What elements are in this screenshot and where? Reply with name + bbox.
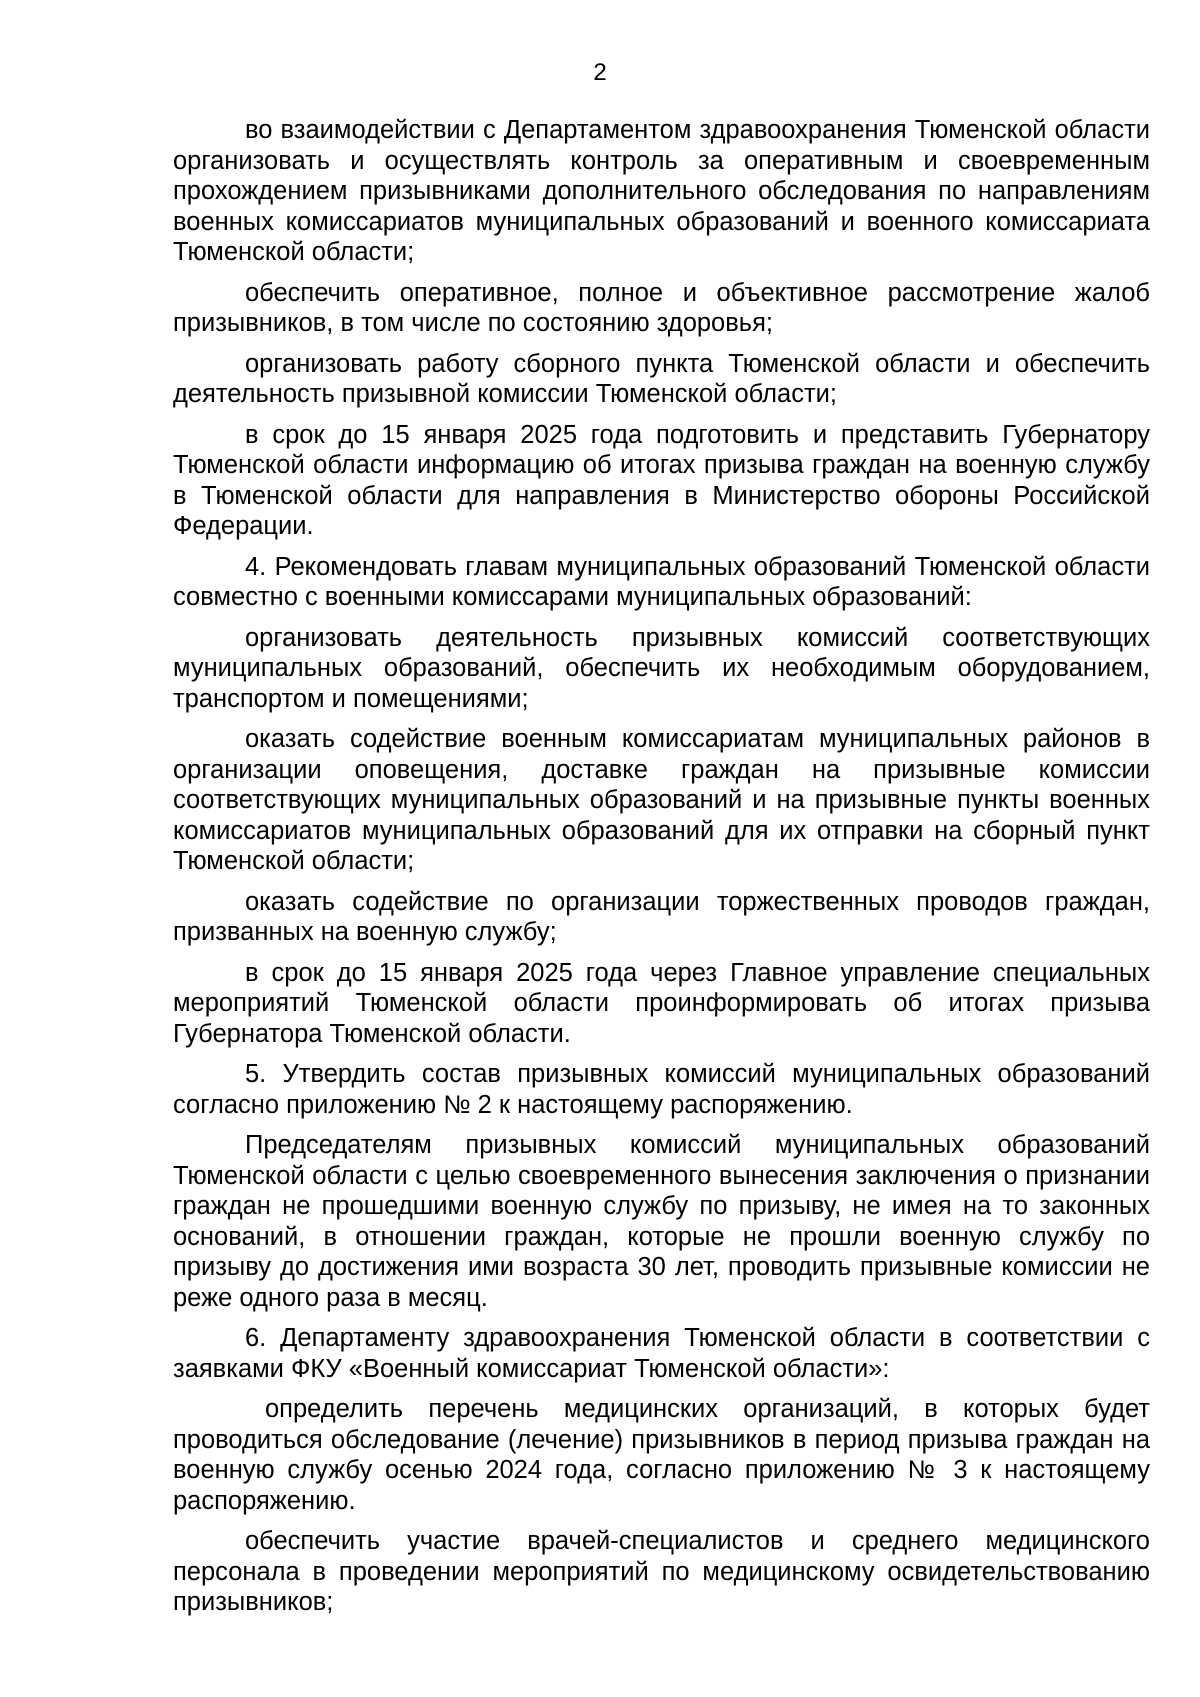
page-number: 2 [593,59,607,86]
paragraph: обеспечить участие врачей-специалистов и среднего медицинского персонала в проведении мероприятий по медицинскому освидетельствованию призывников; [173,1527,1150,1616]
paragraph: оказать содействие по организации торжественных проводов граждан, призванных на военную службу; [173,887,1150,946]
paragraph: организовать работу сборного пункта Тюменской области и обеспечить деятельность призывной комиссии Тюменской области; [173,349,1150,408]
document-body [173,115,1150,1628]
paragraph: в срок до 15 января 2025 года подготовить и представить Губернатору Тюменской области информацию об итогах призыва граждан на военную службу в Тюменской области для направления в Министерство обороны Российской Федерации. [173,420,1150,540]
paragraph: обеспечить оперативное, полное и объективное рассмотрение жалоб призывников, в том числе по состоянию здоровья; [173,278,1150,337]
paragraph: в срок до 15 января 2025 года через Главное управление специальных мероприятий Тюменской области проинформировать об итогах призыва Губернатора Тюменской области. [173,958,1150,1048]
paragraph-item-5: 5. Утвердить состав призывных комиссий муниципальных образований согласно приложению № 2 к настоящему распоряжению. [173,1060,1150,1119]
paragraph: определить перечень медицинских организаций, в которых будет проводиться обследование (лечение) призывников в период призыва граждан на военную службу осенью 2024 года, согласно приложению № 3 к настоящему распоряжению. [173,1395,1150,1515]
paragraph-item-4: 4. Рекомендовать главам муниципальных образований Тюменской области совместно с военными комиссарами муниципальных образований: [173,552,1150,611]
paragraph: оказать содействие военным комиссариатам муниципальных районов в организации оповещения, доставке граждан на призывные комиссии соответствующих муниципальных образований и на призывные пункты военных комиссариатов муниципальных образований для их отправки на сборный пункт Тюменской области; [173,725,1150,875]
paragraph: Председателям призывных комиссий муниципальных образований Тюменской области с целью своевременного вынесения заключения о признании граждан не прошедшими военную службу по призыву, не имея на то законных оснований, в отношении граждан, которые не прошли военную службу по призыву до достижения ими возраста 30 лет, проводить призывные комиссии не реже одного раза в месяц. [173,1131,1150,1312]
paragraph: организовать деятельность призывных комиссий соответствующих муниципальных образований, обеспечить их необходимым оборудованием, транспортом и помещениями; [173,623,1150,713]
paragraph: во взаимодействии с Департаментом здравоохранения Тюменской области организовать и осуществлять контроль за оперативным и своевременным прохождением призывниками дополнительного обследования по направлениям военных комиссариатов муниципальных образований и военного комиссариата Тюменской области; [173,116,1150,266]
paragraph-item-6: 6. Департаменту здравоохранения Тюменской области в соответствии с заявками ФКУ «Военный комиссариат Тюменской области»: [173,1324,1150,1383]
